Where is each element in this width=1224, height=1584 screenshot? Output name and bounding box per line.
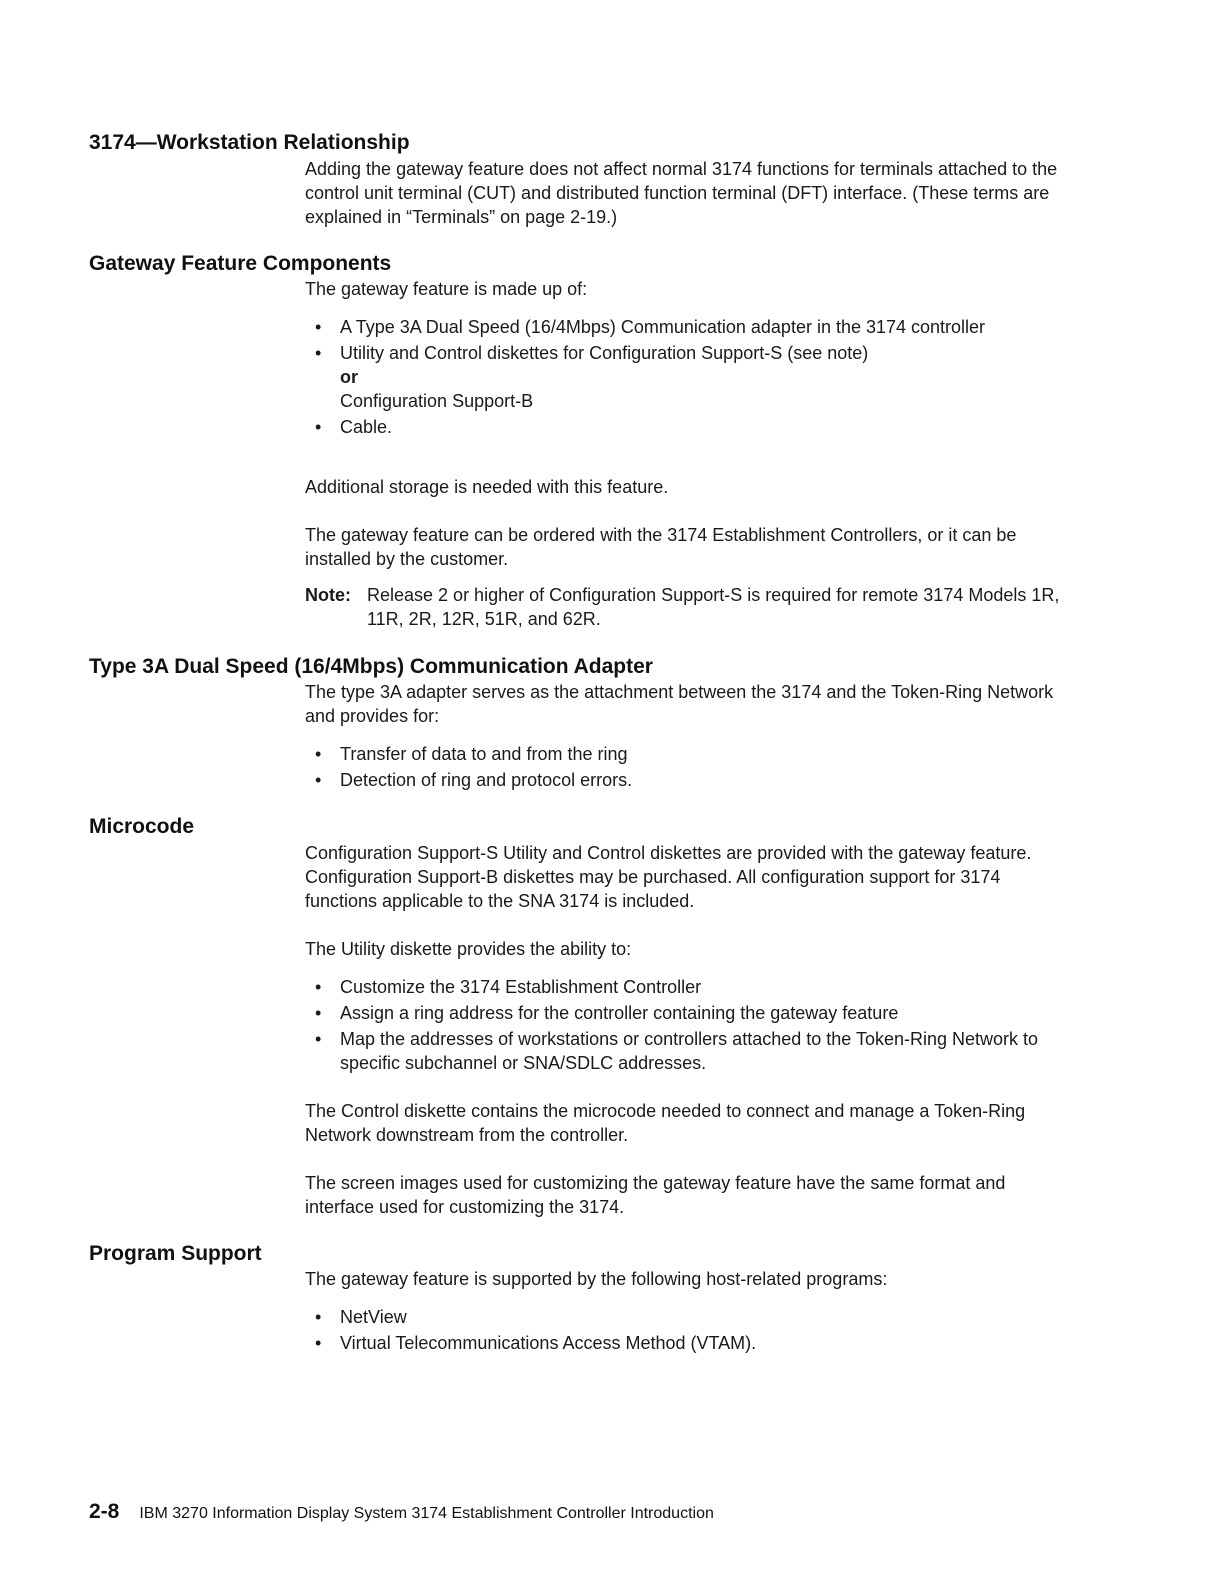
bullet-icon: • (315, 744, 322, 764)
bullet-icon: • (315, 770, 322, 790)
bullet-icon: • (315, 1333, 322, 1353)
bullet-icon: • (315, 317, 322, 337)
footer-title: IBM 3270 Information Display System 3174 Establishment Controller Introduction (139, 1505, 714, 1522)
bullet-icon: • (315, 1003, 322, 1023)
list-item: • NetView (315, 1307, 407, 1327)
adapter-paragraph: The type 3A adapter serves as the attachment between the 3174 and the Token-Ring Network and provides for: (305, 682, 1054, 726)
microcode-paragraph-4: The screen images used for customizing the gateway feature have the same format and interface used for customizing the 3174. (305, 1173, 1006, 1217)
microcode-paragraph-2: The Utility diskette provides the ability to: (305, 939, 632, 959)
alt-configuration: Configuration Support-B (340, 391, 534, 411)
list-item: • Assign a ring address for the controller containing the gateway feature (315, 1003, 899, 1023)
adapter-list (305, 742, 1065, 792)
heading-gateway-feature-components: Gateway Feature Components (89, 252, 392, 275)
utility-abilities-list (305, 975, 1065, 1075)
components-intro: The gateway feature is made up of: (305, 279, 588, 299)
list-item: • Detection of ring and protocol errors. (315, 770, 633, 790)
components-list (305, 315, 1065, 439)
or-conjunction: or (340, 367, 358, 387)
list-item: • Transfer of data to and from the ring (315, 744, 628, 764)
heading-communication-adapter: Type 3A Dual Speed (16/4Mbps) Communication Adapter (89, 655, 653, 678)
note-text: Release 2 or higher of Configuration Support-S is required for remote 3174 Models 1R, 11R, 2R, 12R, 51R, and 62R. (367, 585, 1060, 629)
list-item: • Map the addresses of workstations or controllers attached to the Token-Ring Network to specific subchannel or SNA/SDLC addresses. (315, 1029, 1039, 1073)
bullet-icon: • (315, 1307, 322, 1327)
heading-microcode: Microcode (89, 815, 195, 838)
bullet-icon: • (315, 977, 322, 997)
program-paragraph: The gateway feature is supported by the following host-related programs: (305, 1269, 888, 1289)
bullet-icon: • (315, 343, 322, 363)
bullet-icon: • (315, 1029, 322, 1049)
list-item: • A Type 3A Dual Speed (16/4Mbps) Communication adapter in the 3174 controller (315, 317, 986, 337)
list-item: • Virtual Telecommunications Access Method (VTAM). (315, 1333, 757, 1353)
list-item: • Utility and Control diskettes for Configuration Support-S (see note) or Configuration Support-B (315, 343, 869, 411)
page-number: 2-8 (89, 1500, 120, 1523)
list-item: • Customize the 3174 Establishment Controller (315, 977, 702, 997)
page-footer (89, 1497, 714, 1529)
bullet-icon: • (315, 417, 322, 437)
components-ordering-paragraph: The gateway feature can be ordered with the 3174 Establishment Controllers, or it can be installed by the customer. (305, 525, 1017, 569)
heading-workstation-relationship: 3174—Workstation Relationship (89, 131, 410, 154)
microcode-paragraph-3: The Control diskette contains the microcode needed to connect and manage a Token-Ring Network downstream from the controller. (305, 1101, 1026, 1145)
list-item: • Cable. (315, 417, 393, 437)
note-block (305, 583, 1065, 631)
components-storage-paragraph: Additional storage is needed with this feature. (305, 477, 669, 497)
program-list (305, 1305, 1065, 1355)
note-label: Note: (305, 585, 351, 605)
workstation-paragraph: Adding the gateway feature does not affect normal 3174 functions for terminals attached to the control unit terminal (CUT) and distributed function terminal (DFT) interface. (These terms are explained in “Terminals” on page 2-19.) (305, 159, 1058, 227)
microcode-paragraph-1: Configuration Support-S Utility and Control diskettes are provided with the gateway feature. Configuration Support-B diskettes may be purchased. All configuration support for 3174 functions applicable to the SNA 3174 is included. (305, 843, 1032, 911)
heading-program-support: Program Support (89, 1242, 262, 1265)
